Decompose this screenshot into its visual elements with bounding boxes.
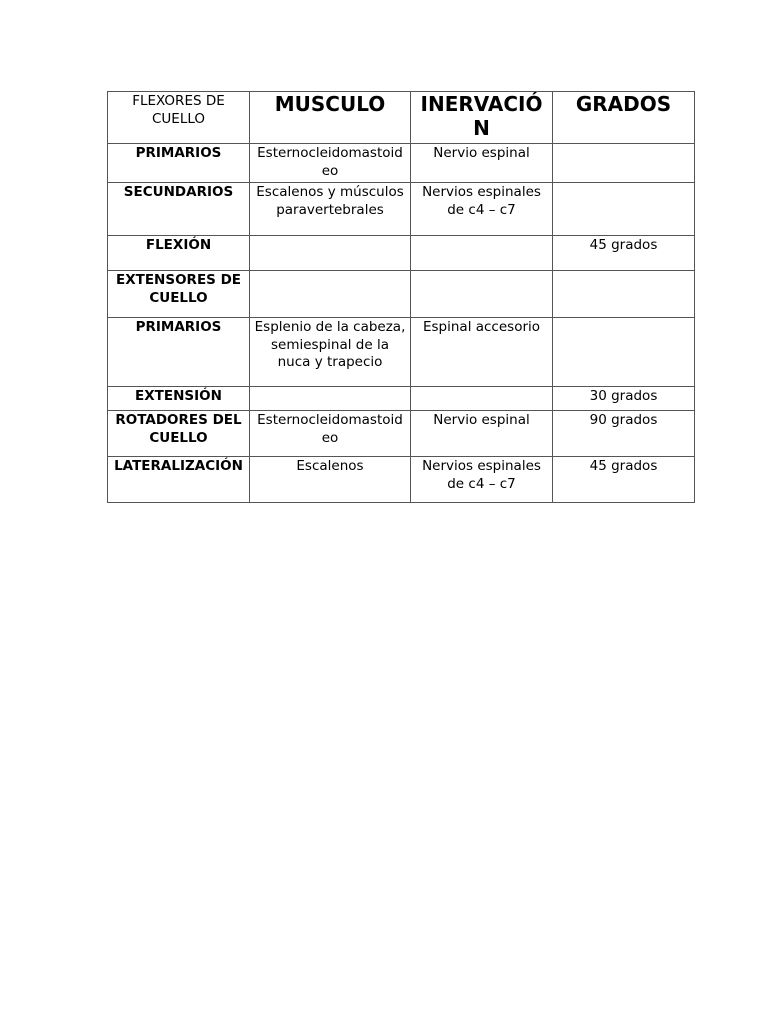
row-label: LATERALIZACIÓN <box>108 457 250 503</box>
grados-cell: 45 grados <box>553 236 695 271</box>
header-musculo: MUSCULO <box>250 92 411 144</box>
musculo-cell <box>250 236 411 271</box>
header-flexores-de-cuello: FLEXORES DE CUELLO <box>108 92 250 144</box>
neck-muscles-table <box>107 91 695 503</box>
musculo-cell: Escalenos y músculos paravertebrales <box>250 183 411 236</box>
grados-cell <box>553 318 695 387</box>
grados-cell: 90 grados <box>553 411 695 457</box>
table-header-row <box>108 92 695 144</box>
table-row <box>108 236 695 271</box>
table-row <box>108 411 695 457</box>
table-row <box>108 457 695 503</box>
header-grados: GRADOS <box>553 92 695 144</box>
musculo-cell: Esplenio de la cabeza, semiespinal de la nuca y trapecio <box>250 318 411 387</box>
inervacion-cell <box>411 236 553 271</box>
row-label: EXTENSORES DE CUELLO <box>108 271 250 318</box>
row-label: EXTENSIÓN <box>108 387 250 411</box>
row-label: SECUNDARIOS <box>108 183 250 236</box>
musculo-cell <box>250 387 411 411</box>
row-label: PRIMARIOS <box>108 318 250 387</box>
musculo-cell: Esternocleidomastoideo <box>250 144 411 183</box>
row-label: ROTADORES DEL CUELLO <box>108 411 250 457</box>
row-label: PRIMARIOS <box>108 144 250 183</box>
table-row <box>108 387 695 411</box>
inervacion-cell: Nervios espinales de c4 – c7 <box>411 183 553 236</box>
inervacion-cell: Nervio espinal <box>411 411 553 457</box>
table-row <box>108 183 695 236</box>
inervacion-cell <box>411 387 553 411</box>
table-row <box>108 144 695 183</box>
musculo-cell: Escalenos <box>250 457 411 503</box>
grados-cell: 45 grados <box>553 457 695 503</box>
grados-cell <box>553 144 695 183</box>
table-row <box>108 271 695 318</box>
table-row <box>108 318 695 387</box>
musculo-cell: Esternocleidomastoideo <box>250 411 411 457</box>
grados-cell <box>553 183 695 236</box>
inervacion-cell: Nervio espinal <box>411 144 553 183</box>
inervacion-cell <box>411 271 553 318</box>
grados-cell <box>553 271 695 318</box>
musculo-cell <box>250 271 411 318</box>
inervacion-cell: Espinal accesorio <box>411 318 553 387</box>
header-inervacion: INERVACIÓN <box>411 92 553 144</box>
inervacion-cell: Nervios espinales de c4 – c7 <box>411 457 553 503</box>
grados-cell: 30 grados <box>553 387 695 411</box>
row-label: FLEXIÓN <box>108 236 250 271</box>
